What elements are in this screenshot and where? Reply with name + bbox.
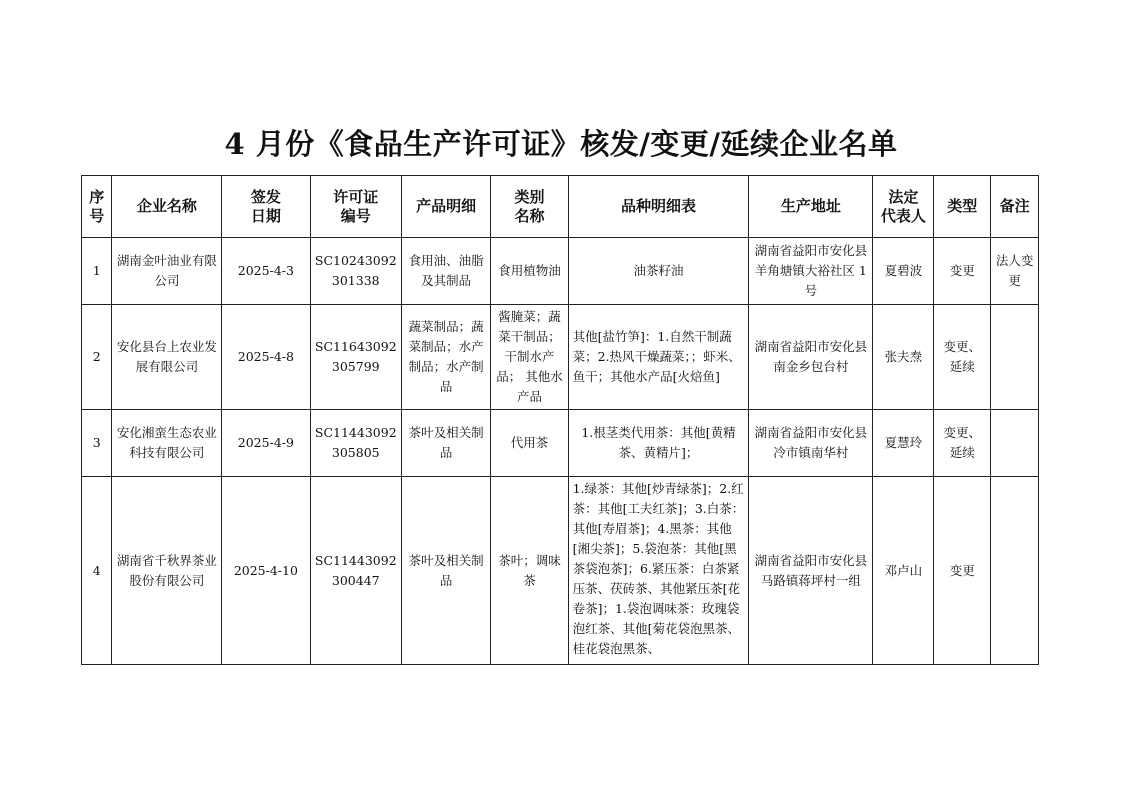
cell-type: 变更 <box>934 477 991 665</box>
header-varieties: 品种明细表 <box>568 176 749 238</box>
permit-list-table <box>81 175 1039 665</box>
cell-legal-rep: 夏慧玲 <box>873 410 934 477</box>
cell-varieties <box>568 477 749 665</box>
cell-type: 变更、延续 <box>934 410 991 477</box>
cell-type: 变更、延续 <box>934 305 991 410</box>
varieties-text: 1.绿茶：其他[炒青绿茶]；2.红茶：其他[工夫红茶]；3.白茶：其他[寿眉茶]；4.黑茶：其他[湘尖茶]；5.袋泡茶：其他[黑茶袋泡茶]；6.紧压茶：白茶紧压茶、茯砖茶、其他紧压茶[花卷茶]；1.袋泡调味茶：玫瑰袋泡红茶、其他[菊花袋泡黑茶、桂花袋泡黑茶、 <box>572 481 745 656</box>
table-header-row <box>82 176 1039 238</box>
cell-category: 食用植物油 <box>491 238 568 305</box>
cell-license: SC10243092301338 <box>310 238 401 305</box>
cell-remark: 法人变更 <box>991 238 1039 305</box>
header-type: 类型 <box>934 176 991 238</box>
header-address: 生产地址 <box>749 176 873 238</box>
header-license: 许可证 编号 <box>310 176 401 238</box>
cell-seq: 4 <box>82 477 112 665</box>
cell-date: 2025-4-9 <box>222 410 310 477</box>
cell-address: 湖南省益阳市安化县南金乡包台村 <box>749 305 873 410</box>
cell-license: SC11443092305805 <box>310 410 401 477</box>
cell-varieties: 其他[盐竹笋]：1.自然干制蔬菜；2.热风干燥蔬菜；；虾米、鱼干；其他水产品[火焙鱼] <box>568 305 749 410</box>
cell-legal-rep: 夏碧波 <box>873 238 934 305</box>
cell-seq: 3 <box>82 410 112 477</box>
header-company: 企业名称 <box>112 176 222 238</box>
cell-address: 湖南省益阳市安化县马路镇蒋坪村一组 <box>749 477 873 665</box>
cell-category: 代用茶 <box>491 410 568 477</box>
header-date: 签发 日期 <box>222 176 310 238</box>
cell-varieties: 1.根茎类代用茶：其他[黄精茶、黄精片]； <box>568 410 749 477</box>
cell-remark <box>991 305 1039 410</box>
cell-address: 湖南省益阳市安化县羊角塘镇大裕社区 1 号 <box>749 238 873 305</box>
cell-company: 湖南金叶油业有限公司 <box>112 238 222 305</box>
header-remark: 备注 <box>991 176 1039 238</box>
cell-varieties: 油茶籽油 <box>568 238 749 305</box>
cell-company: 安化湘蛮生态农业科技有限公司 <box>112 410 222 477</box>
cell-address: 湖南省益阳市安化县冷市镇南华村 <box>749 410 873 477</box>
cell-category: 茶叶；调味茶 <box>491 477 568 665</box>
cell-products: 茶叶及相关制品 <box>401 477 490 665</box>
cell-date: 2025-4-10 <box>222 477 310 665</box>
cell-products: 食用油、油脂及其制品 <box>401 238 490 305</box>
table-row <box>82 477 1039 665</box>
cell-legal-rep: 张夫焘 <box>873 305 934 410</box>
header-seq: 序 号 <box>82 176 112 238</box>
cell-company: 湖南省千秋界茶业股份有限公司 <box>112 477 222 665</box>
cell-products: 蔬菜制品；蔬菜制品；水产制品；水产制品 <box>401 305 490 410</box>
header-legal-rep: 法定 代表人 <box>873 176 934 238</box>
header-category: 类别 名称 <box>491 176 568 238</box>
cell-date: 2025-4-3 <box>222 238 310 305</box>
cell-remark <box>991 477 1039 665</box>
cell-legal-rep: 邓卢山 <box>873 477 934 665</box>
cell-license: SC11443092300447 <box>310 477 401 665</box>
cell-company: 安化县台上农业发展有限公司 <box>112 305 222 410</box>
cell-date: 2025-4-8 <box>222 305 310 410</box>
cell-seq: 1 <box>82 238 112 305</box>
table-row <box>82 305 1039 410</box>
header-products: 产品明细 <box>401 176 490 238</box>
cell-products: 茶叶及相关制品 <box>401 410 490 477</box>
cell-type: 变更 <box>934 238 991 305</box>
cell-seq: 2 <box>82 305 112 410</box>
table-row <box>82 238 1039 305</box>
cell-license: SC11643092305799 <box>310 305 401 410</box>
table-row <box>82 410 1039 477</box>
cell-category: 酱腌菜；蔬菜干制品；干制水产品； 其他水产品 <box>491 305 568 410</box>
cell-remark <box>991 410 1039 477</box>
page-title: 4 月份《食品生产许可证》核发/变更/延续企业名单 <box>224 127 898 161</box>
